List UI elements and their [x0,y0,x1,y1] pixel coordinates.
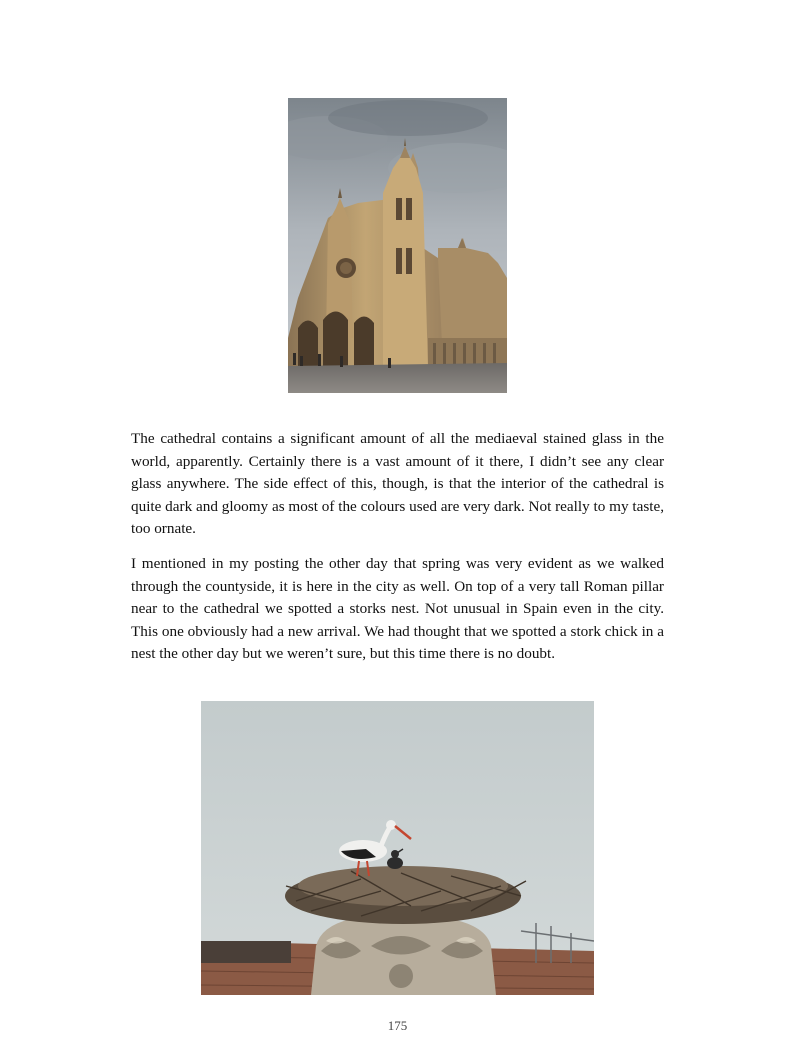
stork-nest-photo [201,701,594,995]
cathedral-photo [288,98,507,393]
body-paragraph: I mentioned in my posting the other day that spring was very evident as we walked through the countyside, it is here in the city as well. On top of a very tall Roman pillar near to the cathedral we spotted a storks nest. Not unusual in Spain even in the city. This one obviously had a new arrival. We had thought that we spotted a stork chick in a nest the other day but we weren’t sure, but this time there is no doubt. [131,555,664,663]
body-paragraph: The cathedral contains a significant amount of all the mediaeval stained glass in the world, apparently. Certainly there is a vast amount of it there, I didn’t see any clear glass anywhere. The side effect of this, though, is that the interior of the cathedral is quite dark and gloomy as most of the colours used are very dark. Not really to my taste, too ornate. [131,430,664,538]
page-number: 175 [387,1018,408,1033]
